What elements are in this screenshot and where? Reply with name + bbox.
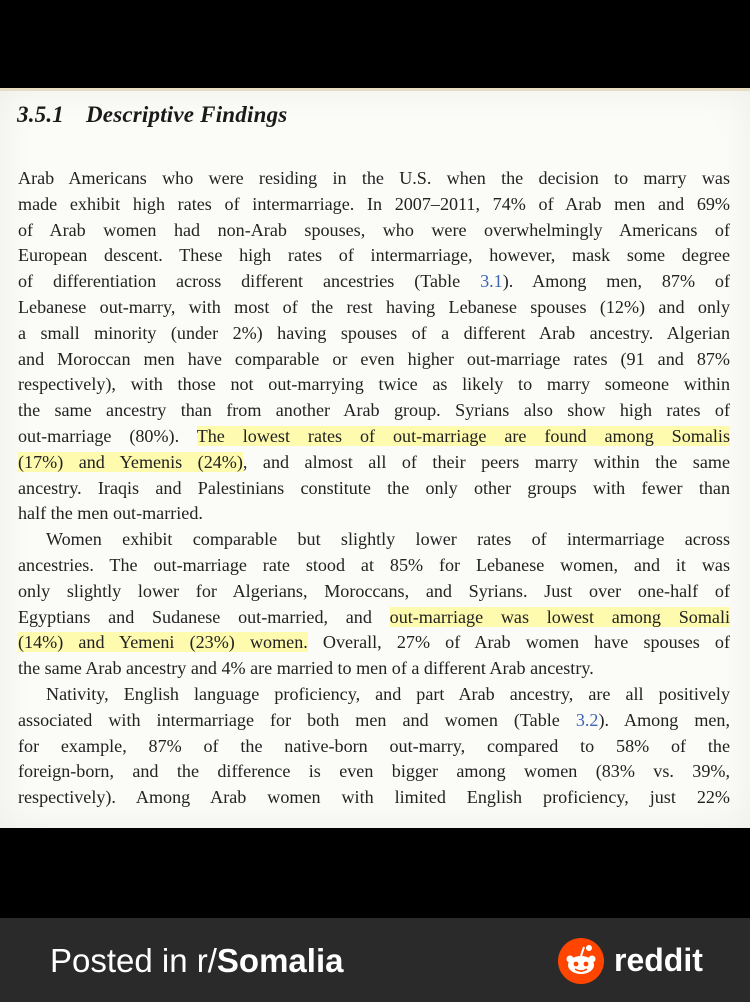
reddit-wordmark: reddit <box>614 942 703 978</box>
text-line: Arab Americans who were residing in the U.S. when the decision to marry was <box>18 168 730 188</box>
section-title: Descriptive Findings <box>86 102 288 127</box>
text-segment: Egyptians and Sudanese out-married, and <box>18 606 390 627</box>
text-line: the same ancestry than from another Arab group. Syrians also show high rates of <box>18 400 730 421</box>
highlighted-text: (17%) and Yemenis (24%) <box>18 451 243 472</box>
reddit-snoo-icon <box>558 938 604 984</box>
reddit-footer-bar <box>0 918 750 1002</box>
text-segment: , and almost all of their peers marry within the same <box>242 451 730 472</box>
text-line: Nativity, English language proficiency, and part Arab ancestry, are all positively <box>46 683 730 704</box>
body-text <box>18 166 730 811</box>
text-line: Women exhibit comparable but slightly lower rates of intermarriage across <box>46 529 730 550</box>
text-line <box>18 424 730 450</box>
posted-prefix: Posted in r/ <box>50 942 217 979</box>
highlighted-text: (14%) and Yemeni (23%) women. <box>18 632 308 653</box>
highlighted-text: out-marriage was lowest among Somali <box>389 606 730 627</box>
text-line: respectively). Among Arab women with limited English proficiency, just 22% <box>18 787 730 808</box>
section-number: 3.5.1 <box>17 102 64 127</box>
text-line <box>18 605 730 631</box>
text-line: half the men out-married. <box>18 503 203 524</box>
posted-in-label[interactable] <box>50 942 343 980</box>
text-line <box>18 630 730 656</box>
text-line <box>18 450 730 476</box>
table-reference-link[interactable]: 3.2 <box>575 709 599 730</box>
text-line: made exhibit high rates of intermarriage. In 2007–2011, 74% of Arab men and 69% <box>18 193 730 214</box>
text-line <box>18 269 730 295</box>
text-segment: ). Among men, 87% of <box>502 271 731 292</box>
paragraph <box>18 682 730 811</box>
text-line: the same Arab ancestry and 4% are married to men of a different Arab ancestry. <box>18 658 594 679</box>
text-segment: Overall, 27% of Arab women have spouses of <box>307 632 730 653</box>
section-heading <box>17 102 287 128</box>
text-line <box>18 708 730 734</box>
text-line: ancestry. Iraqis and Palestinians constitute the only other groups with fewer than <box>18 477 730 498</box>
highlighted-text: The lowest rates of out-marriage are found among Somalis <box>196 425 730 446</box>
text-line: foreign-born, and the difference is even bigger among women (83% vs. 39%, <box>18 761 730 782</box>
text-line: ancestries. The out-marriage rate stood at 85% for Lebanese women, and it was <box>18 554 730 575</box>
text-line: of Arab women had non-Arab spouses, who were overwhelmingly Americans of <box>18 219 730 240</box>
text-line: a small minority (under 2%) having spouses of a different Arab ancestry. Algerian <box>18 322 730 343</box>
subreddit-name: Somalia <box>216 942 344 979</box>
text-segment: associated with intermarriage for both men and women (Table <box>18 709 576 730</box>
text-line: respectively), with those not out-marrying twice as likely to marry someone within <box>18 374 730 395</box>
text-segment: ). Among men, <box>598 709 730 730</box>
bottom-margin <box>0 828 750 918</box>
paragraph <box>18 527 730 682</box>
text-line: for example, 87% of the native-born out-marry, compared to 58% of the <box>18 735 730 756</box>
text-line: only slightly lower for Algerians, Moroccans, and Syrians. Just over one-half of <box>18 580 730 601</box>
table-reference-link[interactable]: 3.1 <box>480 271 503 292</box>
text-line: and Moroccan men have comparable or even higher out-marriage rates (91 and 87% <box>18 348 730 369</box>
paragraph <box>18 166 730 527</box>
text-segment: out-marriage (80%). <box>18 425 197 446</box>
text-segment: of differentiation across different ancestries (Table <box>18 271 481 292</box>
page-edge <box>0 88 750 91</box>
text-line: Lebanese out-marry, with most of the rest having Lebanese spouses (12%) and only <box>18 296 730 317</box>
text-line: European descent. These high rates of intermarriage, however, mask some degree <box>18 245 730 266</box>
